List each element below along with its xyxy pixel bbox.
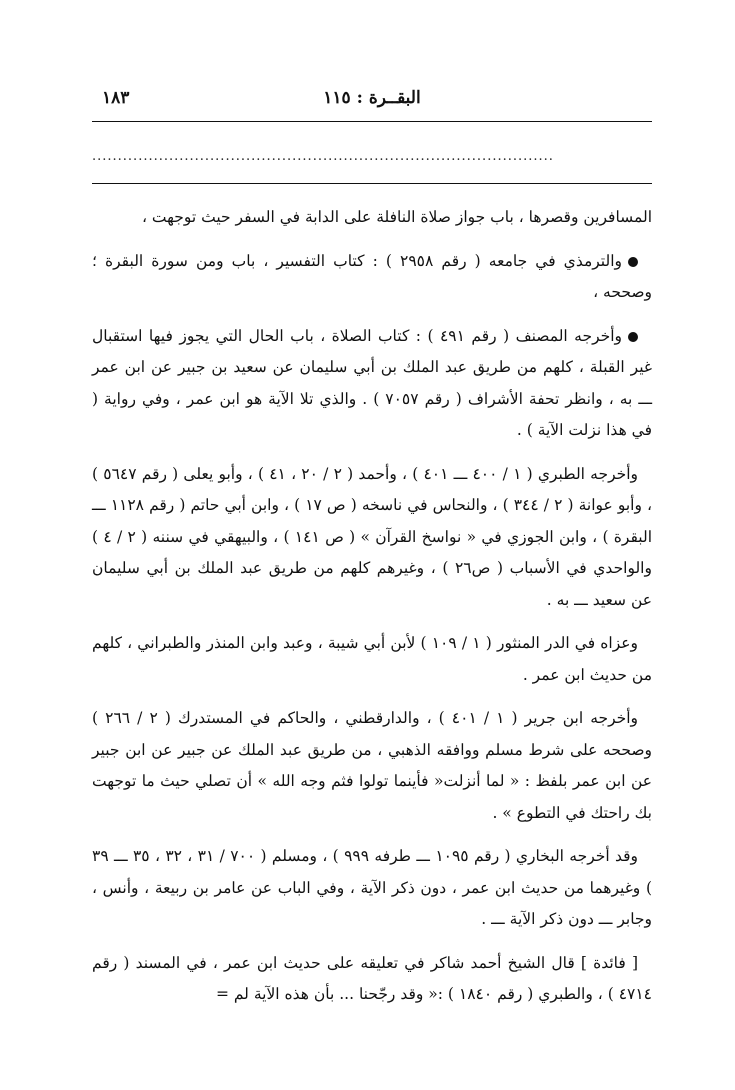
paragraph-2-text: والترمذي في جامعه ( رقم ٢٩٥٨ ) : كتاب التفسير ، باب ومن سورة البقرة ؛ وصححه ، [92,251,652,301]
paragraph-8 [92,948,652,1011]
paragraph-7 [92,841,652,936]
paragraph-2 [92,246,652,309]
paragraph-6 [92,703,652,829]
header-rule [92,121,652,122]
paragraph-7-text: وقد أخرجه البخاري ( رقم ١٠٩٥ ـــ طرفه ٩٩٩ ) ، ومسلم ( ٧٠٠ / ٣١ ، ٣٢ ، ٣٥ ـــ ٣٩ ) وغيرهما من حديث ابن عمر ، دون ذكر الآية ، وفي الباب عن عامر بن ربيعة ، وأنس ، وجابر ـــ دون ذكر الآية ـــ . [92,847,652,928]
paragraph-3 [92,321,652,447]
paragraph-3-text: وأخرجه المصنف ( رقم ٤٩١ ) : كتاب الصلاة ، باب الحال التي يجوز فيها استقبال غير القبلة ، كلهم من طريق عبد الملك بن أبي سليمان عن سعيد بن جبير عن ابن عمر ـــ به ، وانظر تحفة الأشراف ( رقم ٧٠٥٧ ) . والذي تلا الآية هو ابن عمر ، وفي رواية ( في هذا نزلت الآية ) . [92,326,652,439]
bullet-icon [628,257,638,267]
paragraph-5 [92,628,652,691]
page-header [92,88,652,116]
paragraph-4 [92,459,652,617]
page-number: ١٨٣ [102,88,130,108]
running-title: البقــرة : ١١٥ [323,88,421,108]
dotted-separator: .......................................................................................... [92,150,554,164]
bullet-icon [628,332,638,342]
paragraph-1-text: المسافرين وقصرها ، باب جواز صلاة النافلة على الدابة في السفر حيث توجهت ، [142,208,652,226]
footnote-body [92,202,652,1023]
paragraph-8-text: [ فائدة ] قال الشيخ أحمد شاكر في تعليقه على حديث ابن عمر ، في المسند ( رقم ٤٧١٤ ) ، والطبري ( رقم ١٨٤٠ ) :« وقد رجّحنا ... بأن هذه الآية لم = [92,953,652,1003]
paragraph-6-text: وأخرجه ابن جرير ( ١ / ٤٠١ ) ، والدارقطني ، والحاكم في المستدرك ( ٢ / ٢٦٦ ) وصححه على شرط مسلم ووافقه الذهبي ، من طريق عبد الملك عن جبير عن ابن جبير عن ابن عمر بلفظ : « لما أنزلت« فأينما تولوا فثم وجه الله » أن تصلي حيث ما توجهت بك راحتك في التطوع » . [92,709,652,822]
paragraph-4-text: وأخرجه الطبري ( ١ / ٤٠٠ ـــ ٤٠١ ) ، وأحمد ( ٢ / ٢٠ ، ٤١ ) ، وأبو يعلى ( رقم ٥٦٤٧ ) ، وأبو عوانة ( ٢ / ٣٤٤ ) ، والنحاس في ناسخه ( ص ١٧ ) ، وابن أبي حاتم ( رقم ١١٢٨ ـــ البقرة ) ، وابن الجوزي في « نواسخ القرآن » ( ص ١٤١ ) ، والبيهقي في سننه ( ٢ / ٤ ) والواحدي في الأسباب ( ص٢٦ ) ، وغيرهم كلهم من طريق عبد الملك بن أبي سليمان عن سعيد ـــ به . [92,464,653,609]
paragraph-5-text: وعزاه في الدر المنثور ( ١ / ١٠٩ ) لأبن أبي شيبة ، وعبد وابن المنذر والطبراني ، كلهم من حديث ابن عمر . [92,634,652,684]
footnote-rule [92,183,652,184]
paragraph-1 [92,202,652,234]
